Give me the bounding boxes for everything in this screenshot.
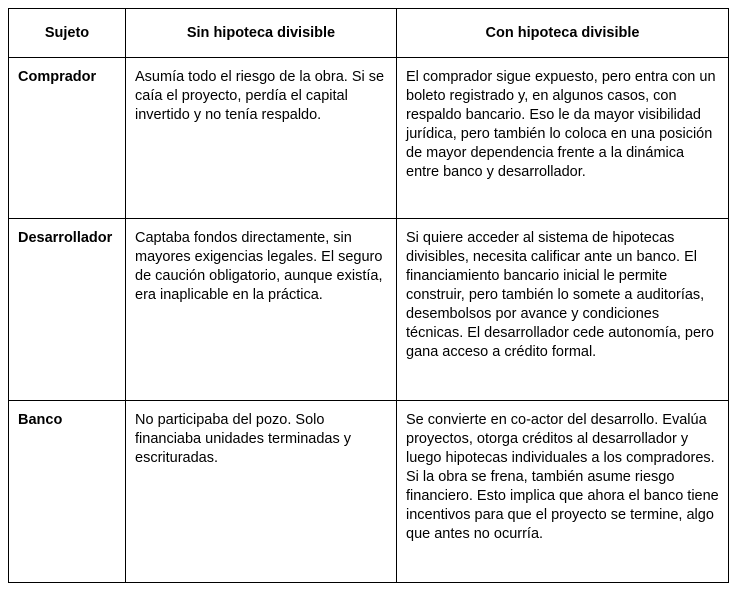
header-with-divisible-mortgage: Con hipoteca divisible xyxy=(397,9,729,58)
row-subject: Banco xyxy=(9,401,126,583)
row-subject: Comprador xyxy=(9,58,126,219)
row-subject: Desarrollador xyxy=(9,219,126,401)
row-without-cell: Captaba fondos directamente, sin mayores exigencias legales. El seguro de caución obligatorio, aunque existía, era inaplicable en la práctica. xyxy=(126,219,397,401)
table-row xyxy=(9,401,729,583)
row-without-cell: Asumía todo el riesgo de la obra. Si se caía el proyecto, perdía el capital invertido y no tenía respaldo. xyxy=(126,58,397,219)
comparison-table xyxy=(8,8,729,583)
row-with-cell: El comprador sigue expuesto, pero entra con un boleto registrado y, en algunos casos, con respaldo bancario. Eso le da mayor visibilidad jurídica, pero también lo coloca en una posición de mayor dependencia frente a la dinámica entre banco y desarrollador. xyxy=(397,58,729,219)
row-with-cell: Si quiere acceder al sistema de hipotecas divisibles, necesita calificar ante un banco. El financiamiento bancario inicial le permite construir, pero también lo somete a auditorías, desembolsos por avance y condiciones técnicas. El desarrollador cede autonomía, pero gana acceso a crédito formal. xyxy=(397,219,729,401)
row-with-cell: Se convierte en co-actor del desarrollo. Evalúa proyectos, otorga créditos al desarrollador y luego hipotecas individuales a los compradores. Si la obra se frena, también asume riesgo financiero. Esto implica que ahora el banco tiene incentivos para que el proyecto se termine, algo que antes no ocurría. xyxy=(397,401,729,583)
header-subject: Sujeto xyxy=(9,9,126,58)
header-row xyxy=(9,9,729,58)
table-row xyxy=(9,58,729,219)
table-row xyxy=(9,219,729,401)
header-without-divisible-mortgage: Sin hipoteca divisible xyxy=(126,9,397,58)
row-without-cell: No participaba del pozo. Solo financiaba unidades terminadas y escrituradas. xyxy=(126,401,397,583)
